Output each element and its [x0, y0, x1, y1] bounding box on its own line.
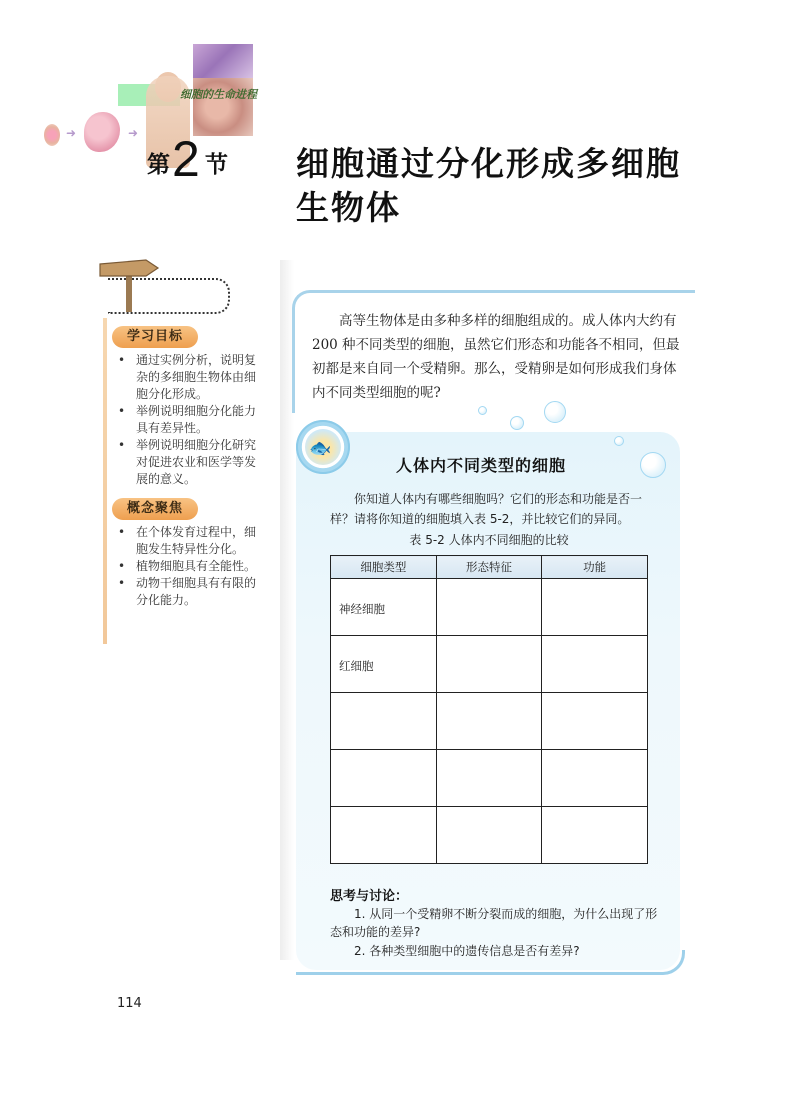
table-cell — [436, 807, 542, 864]
header-morphology: 形态特征 — [436, 556, 542, 579]
signpost-icon — [96, 254, 160, 314]
sidebar-divider — [103, 318, 107, 644]
bullet-icon: • — [118, 353, 126, 367]
table-row — [331, 693, 648, 750]
header-texture-image — [193, 44, 253, 78]
learning-goals-list — [116, 352, 256, 488]
header-cell-type: 细胞类型 — [331, 556, 437, 579]
table-cell: 神经细胞 — [331, 579, 437, 636]
table-cell — [436, 750, 542, 807]
table-caption: 表 5-2 人体内不同细胞的比较 — [409, 533, 569, 547]
concept-focus-list — [116, 524, 256, 609]
learning-goals-heading: 学习目标 — [112, 326, 198, 348]
list-item: • 举例说明细胞分化研究对促进农业和医学等发展的意义。 — [118, 438, 257, 486]
activity-title: 人体内不同类型的细胞 — [396, 456, 567, 475]
bubble-decoration — [640, 452, 666, 478]
table-row — [331, 636, 648, 693]
bubble-decoration — [614, 436, 624, 446]
discussion-question: 1. 从同一个受精卵不断分裂而成的细胞，为什么出现了形态和功能的差异? — [330, 907, 658, 939]
intro-paragraph: 高等生物体是由多种多样的细胞组成的。成人体内大约有 200 种不同类型的细胞，虽然它们形态和功能各不相同，但最初都是来自同一个受精卵。那么，受精卵是如何形成我们身体内不同类型细胞的呢? — [312, 313, 680, 401]
table-cell — [542, 636, 648, 693]
bullet-icon: • — [118, 438, 126, 452]
arrow-right-icon: ➜ — [128, 126, 139, 140]
list-item: • 通过实例分析，说明复杂的多细胞生物体由细胞分化形成。 — [118, 353, 257, 401]
cell-comparison-table — [330, 555, 648, 864]
list-item: • 举例说明细胞分化能力具有差异性。 — [118, 404, 257, 435]
table-cell — [331, 807, 437, 864]
table-row — [331, 807, 648, 864]
table-cell — [542, 750, 648, 807]
bubble-decoration — [478, 406, 487, 415]
list-item: • 动物干细胞具有有限的分化能力。 — [118, 576, 257, 607]
bubble-decoration — [510, 416, 524, 430]
table-row — [331, 579, 648, 636]
table-cell — [542, 807, 648, 864]
table-cell — [542, 579, 648, 636]
page-number: 114 — [117, 996, 142, 1011]
series-label: 细胞的生命进程 — [180, 88, 257, 101]
section-prefix: 第 — [147, 152, 170, 178]
discussion-question: 2. 各种类型细胞中的遗传信息是否有差异? — [354, 944, 580, 958]
section-suffix: 节 — [205, 152, 228, 178]
arrow-right-icon: ➜ — [66, 126, 77, 140]
table-cell — [436, 636, 542, 693]
table-row — [331, 750, 648, 807]
goldfish-icon: 🐟 — [309, 438, 332, 459]
table-cell — [436, 693, 542, 750]
table-cell — [436, 579, 542, 636]
table-cell — [331, 693, 437, 750]
table-cell: 红细胞 — [331, 636, 437, 693]
fertilized-egg-illustration — [44, 124, 60, 146]
concept-focus-heading: 概念聚焦 — [112, 498, 198, 520]
activity-description: 你知道人体内有哪些细胞吗？它们的形态和功能是否一样？请将你知道的细胞填入表 5-2，并比较它们的异同。 — [330, 492, 643, 526]
page-title: 细胞通过分化形成多细胞生物体 — [296, 144, 681, 227]
table-cell — [331, 750, 437, 807]
bullet-icon: • — [118, 404, 126, 418]
list-item: • 植物细胞具有全能性。 — [118, 559, 257, 573]
bullet-icon: • — [118, 576, 126, 590]
list-item: • 在个体发育过程中，细胞发生特异性分化。 — [118, 525, 257, 556]
bullet-icon: • — [118, 559, 126, 573]
embryo-illustration — [84, 112, 120, 152]
table-cell — [542, 693, 648, 750]
bullet-icon: • — [118, 525, 126, 539]
bubble-decoration — [544, 401, 566, 423]
discussion-heading: 思考与讨论： — [330, 889, 409, 904]
header-function: 功能 — [542, 556, 648, 579]
table-header-row — [331, 556, 648, 579]
section-number: 2 — [172, 131, 200, 187]
